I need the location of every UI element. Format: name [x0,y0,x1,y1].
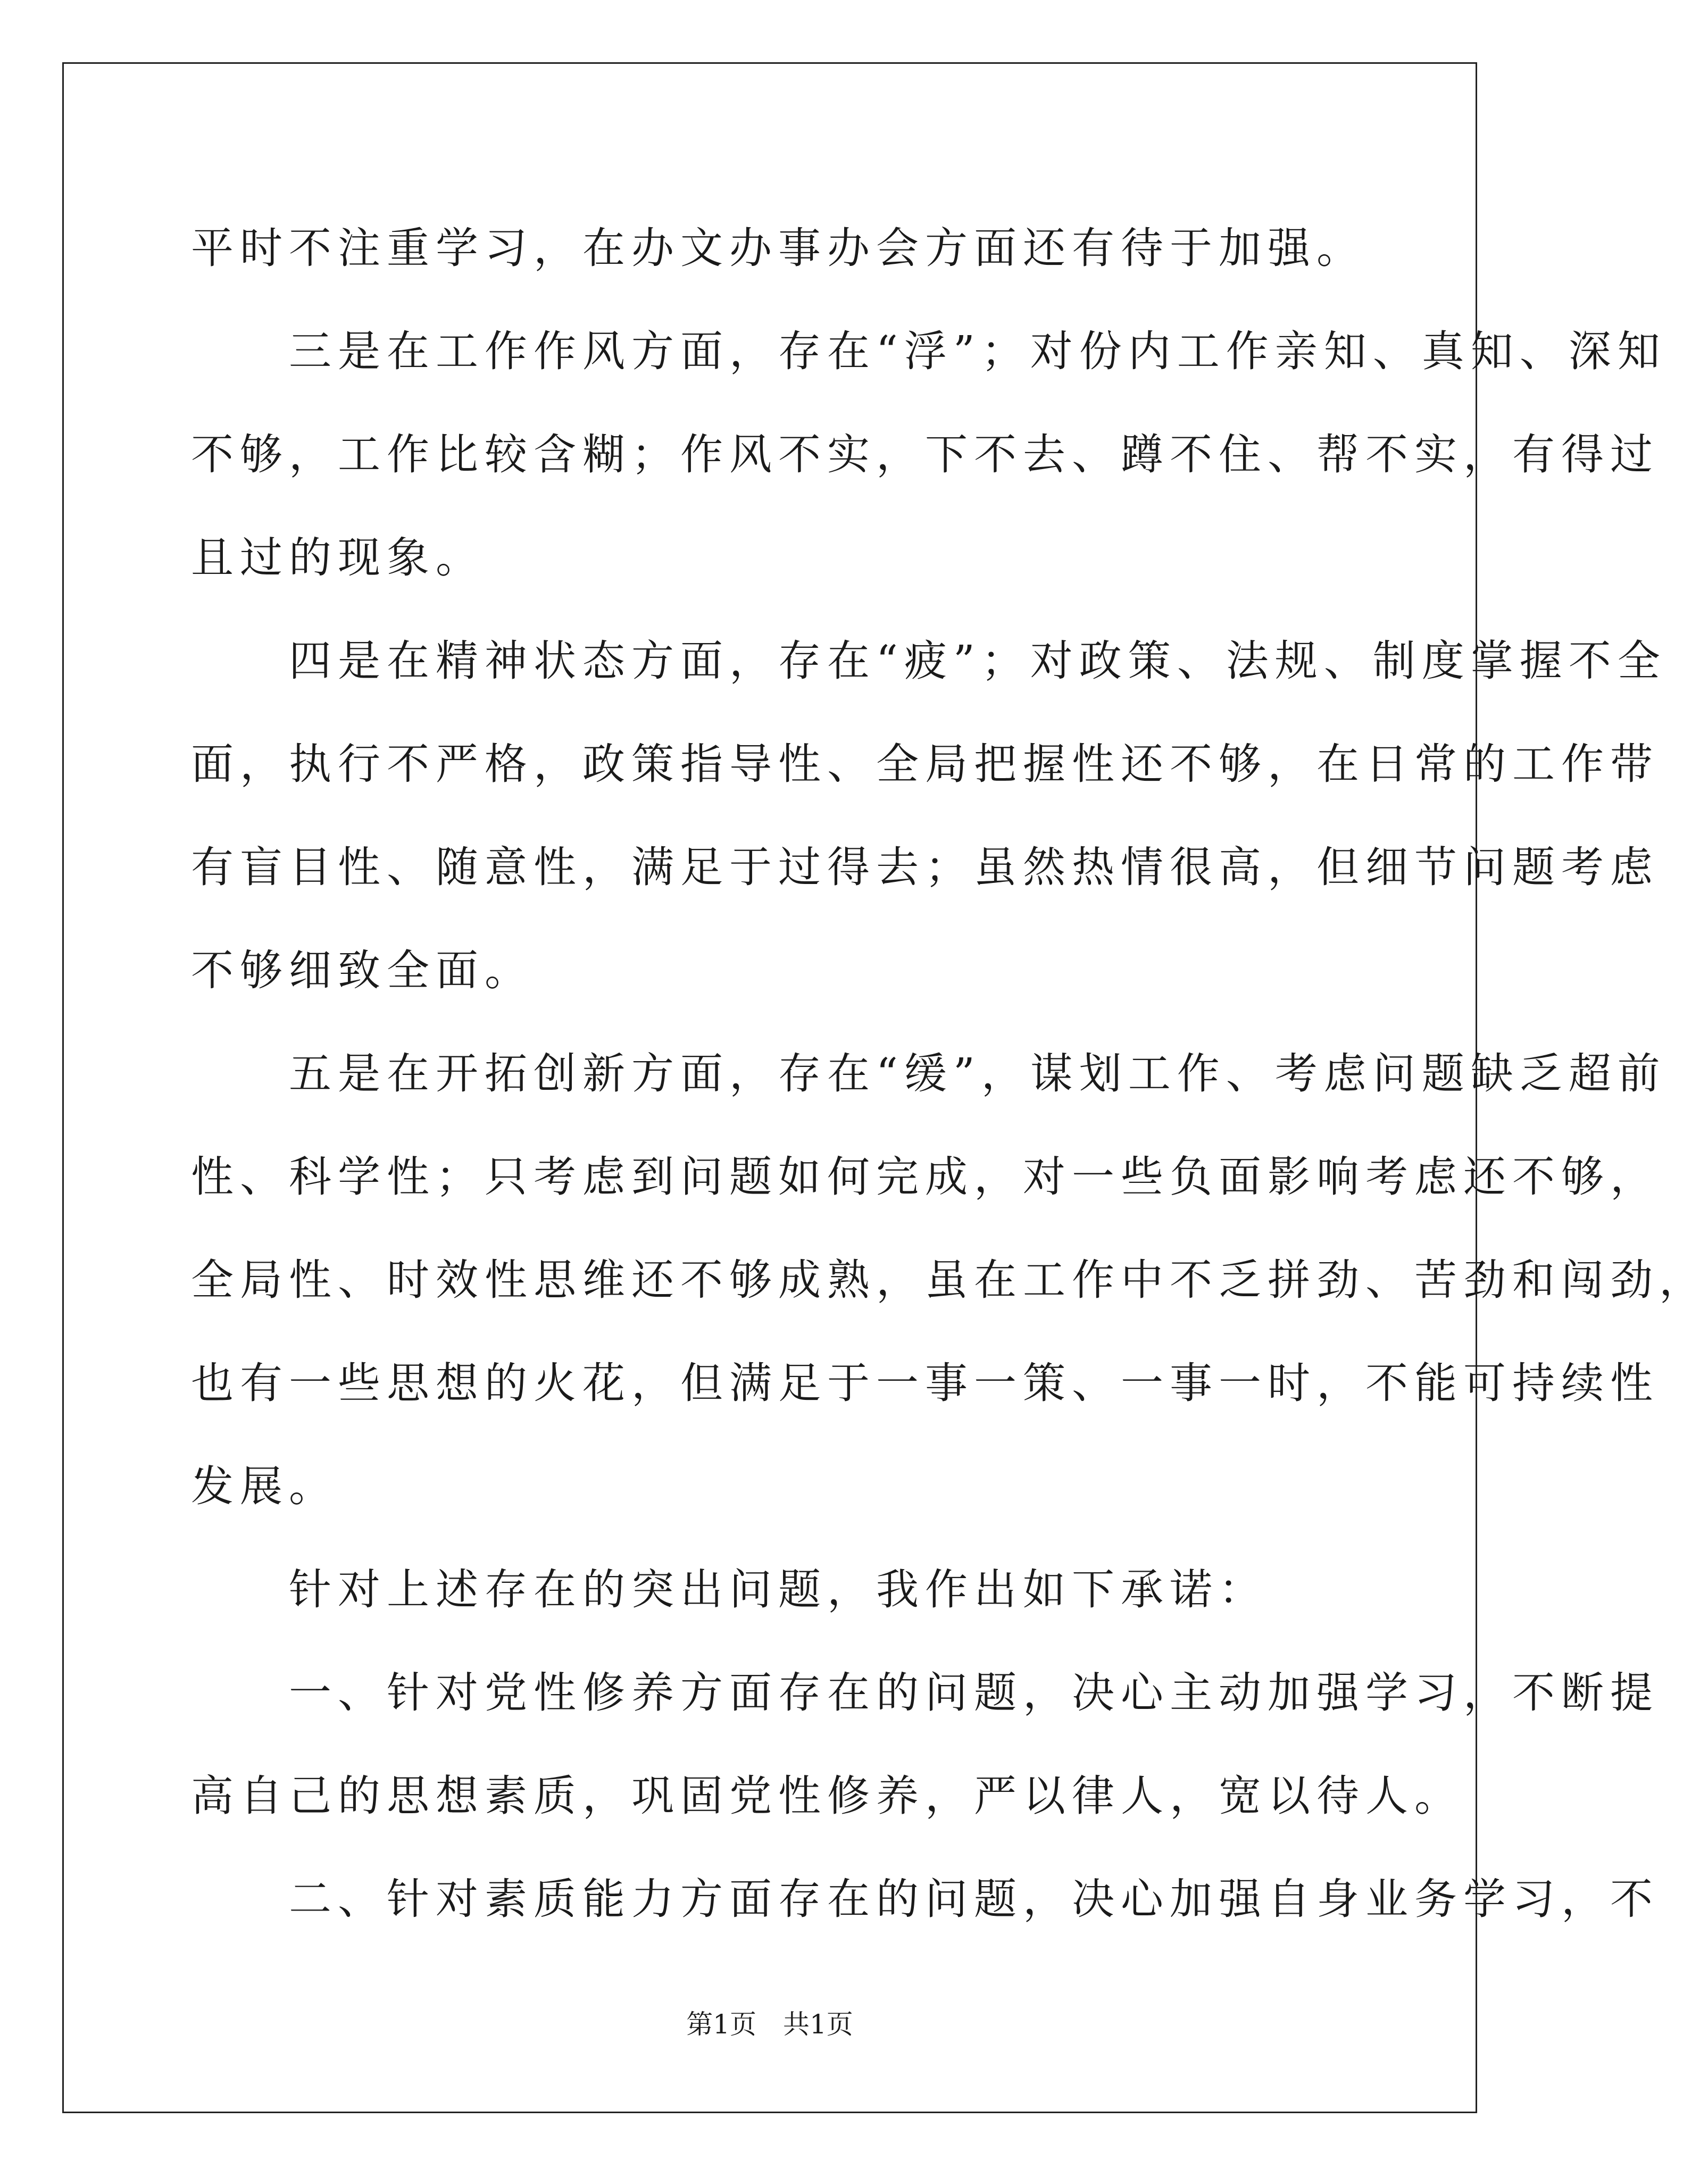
document-body [191,197,1708,1951]
text-line: 一、针对党性修养方面存在的问题，决心主动加强学习，不断提 [191,1668,1659,1717]
text-line: 三是在工作作风方面，存在“浮”；对份内工作亲知、真知、深知 [191,327,1667,376]
text-line: 也有一些思想的火花，但满足于一事一策、一事一时，不能可持续性 [191,1358,1659,1408]
text-line: 针对上述存在的突出问题，我作出如下承诺： [191,1565,1268,1614]
text-line: 不够，工作比较含糊；作风不实，下不去、蹲不住、帮不实，有得过 [191,430,1659,479]
text-line: 四是在精神状态方面，存在“疲”；对政策、法规、制度掌握不全 [191,636,1667,686]
page-footer: 第1页 共1页 [686,2009,853,2040]
text-line: 五是在开拓创新方面，存在“缓”，谋划工作、考虑问题缺乏超前 [191,1049,1667,1098]
text-line: 全局性、时效性思维还不够成熟，虽在工作中不乏拼劲、苦劲和闯劲， [191,1255,1708,1305]
text-line: 高自己的思想素质，巩固党性修养，严以律人，宽以待人。 [191,1771,1463,1821]
text-line: 面，执行不严格，政策指导性、全局把握性还不够，在日常的工作带 [191,739,1659,789]
text-line: 二、针对素质能力方面存在的问题，决心加强自身业务学习，不 [191,1874,1659,1924]
text-line: 性、科学性；只考虑到问题如何完成，对一些负面影响考虑还不够， [191,1152,1659,1202]
text-line: 有盲目性、随意性，满足于过得去；虽然热情很高，但细节问题考虑 [191,843,1659,892]
text-line: 且过的现象。 [191,533,485,582]
text-line: 平时不注重学习，在办文办事办会方面还有待于加强。 [191,223,1365,273]
text-line: 发展。 [191,1462,338,1511]
text-line: 不够细致全面。 [191,946,534,995]
